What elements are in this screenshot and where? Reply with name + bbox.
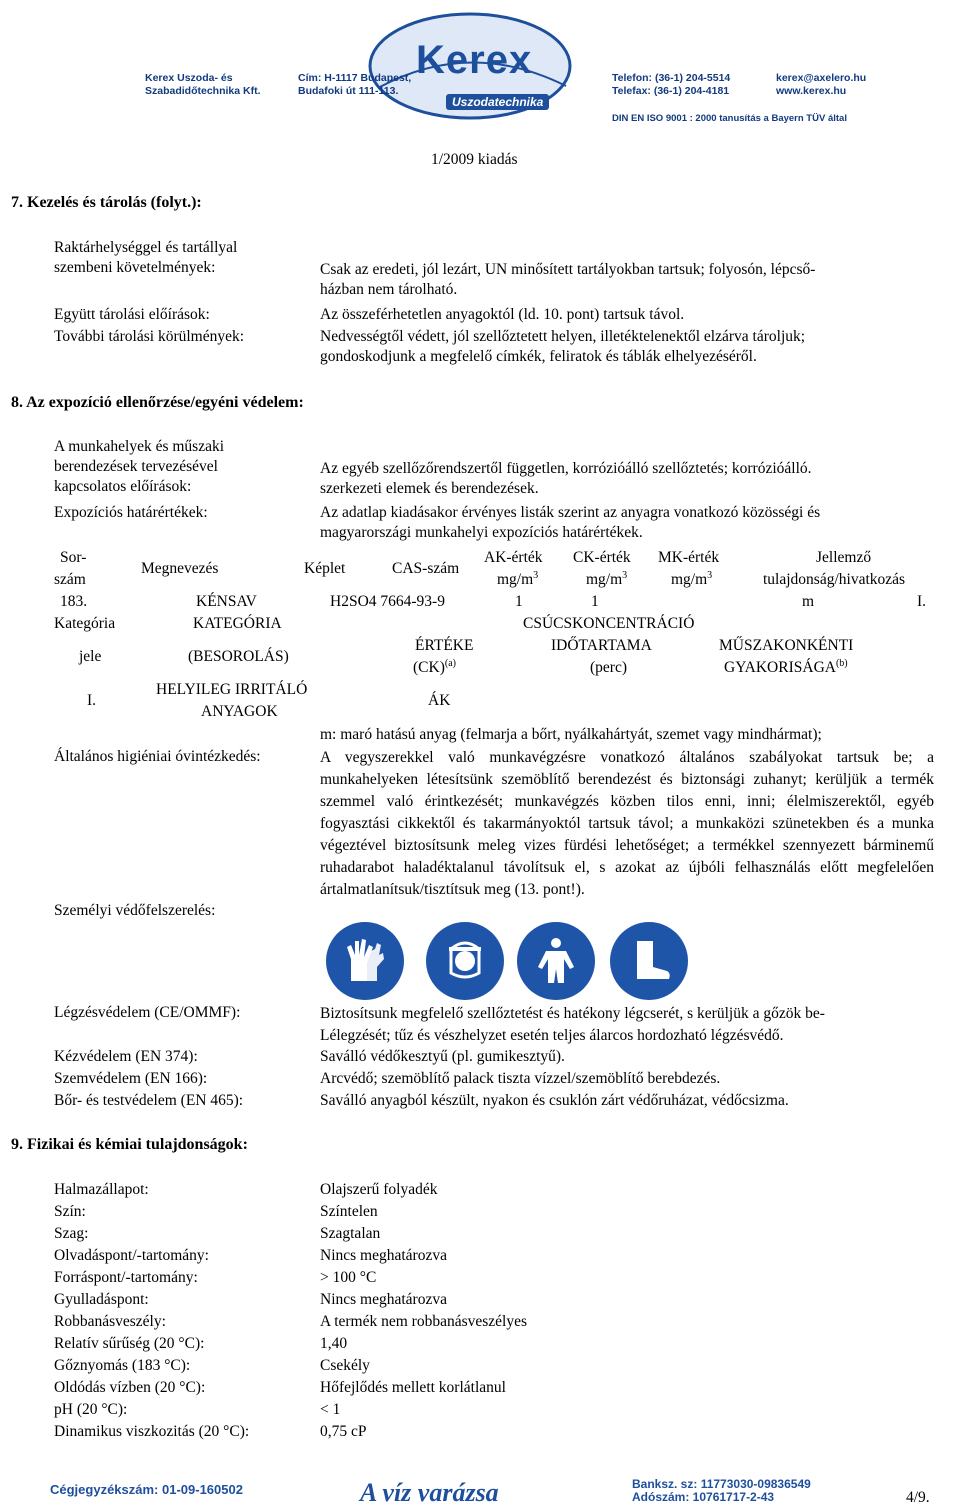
edition-label: 1/2009 kiadás (431, 151, 518, 168)
td-m: m (802, 593, 815, 610)
property-value: A termék nem robbanásveszélyes (320, 1313, 528, 1330)
th-tulajdonsag: tulajdonság/hivatkozás (763, 571, 906, 588)
other-storage-label: További tárolási körülmények: (54, 328, 245, 345)
footer-bank: Banksz. sz: 11773030-09836549 Adószám: 10761717-2-43 (632, 1477, 811, 1504)
hand-text: Saválló védőkesztyű (pl. gumikesztyű). (320, 1048, 565, 1065)
td-ref: I. (917, 593, 927, 610)
cat-gyakorisaga: GYAKORISÁGA$^{(b)}$ (724, 657, 848, 676)
safety-boots-icon (610, 922, 688, 1000)
td-ck: 1 (591, 593, 599, 610)
respiratory-label: Légzésvédelem (CE/OMMF): (54, 1004, 241, 1021)
iso-certification: DIN EN ISO 9001 : 2000 tanusítás a Bayern TÜV által (612, 113, 847, 124)
th-jellemzo: Jellemző (816, 549, 872, 566)
property-label: Olvadáspont/-tartomány: (54, 1247, 209, 1264)
property-label: Relatív sűrűség (20 °C): (54, 1335, 205, 1352)
footer-slogan: A víz varázsa (360, 1478, 499, 1507)
footer (0, 1478, 960, 1509)
property-label: Gőznyomás (183 °C): (54, 1357, 191, 1374)
property-value: Színtelen (320, 1203, 378, 1220)
co-storage-label: Együtt tárolási előírások: (54, 306, 210, 323)
cat-besorolas: (BESOROLÁS) (188, 648, 289, 665)
company-contact: kerex@axelero.hu www.kerex.hu (776, 72, 867, 97)
cat-kategoria: Kategória (54, 615, 116, 632)
property-value: Nincs meghatározva (320, 1291, 447, 1308)
property-value: Olajszerű folyadék (320, 1181, 438, 1198)
td-formula-cas: H2SO4 7664-93-9 (330, 593, 445, 610)
maro-note: m: maró hatású anyag (felmarja a bőrt, nyálkahártyát, szemet vagy mindhármat); (320, 726, 822, 743)
th-ak-unit: $mg/m^3$ (497, 569, 539, 588)
protective-suit-icon (517, 922, 595, 1000)
property-value: < 1 (320, 1401, 341, 1418)
th-cas: CAS-szám (392, 560, 460, 577)
cat-anyagok: ANYAGOK (201, 703, 278, 720)
td-num: 183. (60, 593, 88, 610)
property-label: Oldódás vízben (20 °C): (54, 1379, 206, 1396)
property-label: Dinamikus viszkozitás (20 °C): (54, 1423, 250, 1440)
page-number: 4/9. (906, 1489, 930, 1506)
property-label: Halmazállapot: (54, 1181, 149, 1198)
section-9-title: 9. Fizikai és kémiai tulajdonságok: (11, 1136, 248, 1153)
eye-text: Arcvédő; szemöblítő palack tiszta vízzel/szemöblítő berebdezés. (320, 1070, 721, 1087)
th-ck-unit: $mg/m^3$ (586, 569, 628, 588)
th-keplet: Képlet (304, 560, 346, 577)
hand-label: Kézvédelem (EN 374): (54, 1048, 198, 1065)
company-name: Kerex Uszoda- és Szabadidőtechnika Kft. (145, 72, 261, 97)
company-address: Cím: H-1117 Budapest, Budafoki út 111-113. (298, 72, 412, 97)
cat-jele: jele (79, 648, 102, 665)
brand-name: Kerex (416, 38, 533, 82)
section-8-title: 8. Az expozíció ellenőrzése/egyéni védelem: (11, 394, 304, 411)
company-phone: Telefon: (36-1) 204-5514 Telefax: (36-1) 204-4181 (612, 72, 731, 97)
td-ak: 1 (515, 593, 523, 610)
th-ck: CK-érték (573, 549, 631, 566)
co-storage-value: Az összeférhetetlen anyagoktól (ld. 10. pont) tartsuk távol. (320, 306, 685, 323)
header-logo (248, 8, 578, 120)
hygiene-text: A vegyszerekkel való munkavégzésre vonatkozó általános szabályokat tartsuk be; a munkahelyeken létesítsünk szemöblítő berendezést és biztonsági zuhanyt; kerüljük a termék szemmel való érintkezését; munkavégzés közben tilos enni, inni; élelmiszerektől, egyéb fogyasztási cikkektől és takarmányoktól tartsuk távol; a munkaközi szünetekben és a munka végeztével biztosítsunk meleg vizes fürdési lehetőséget; a termékkel szennyezett bárminemű ruhadarabot haladéktalanul távolítsuk el, s azokat az újbóli felhasználás előtt megfelelően ártalmatlanítsuk/tisztítsuk meg (13. pont!). (320, 749, 934, 898)
cat-idotartama: IDŐTARTAMA (551, 637, 652, 654)
skin-label: Bőr- és testvédelem (EN 465): (54, 1092, 244, 1109)
cat-helyileg: HELYILEG IRRITÁLÓ (156, 681, 308, 698)
brand-subtitle: Uszodatechnika (446, 94, 549, 110)
property-value: Hőfejlődés mellett korlátlanul (320, 1379, 506, 1396)
property-label: Forráspont/-tartomány: (54, 1269, 198, 1286)
cat-ak: ÁK (428, 692, 451, 709)
th-szam: szám (54, 571, 86, 588)
footer-company-reg: Cégjegyzékszám: 01-09-160502 (50, 1482, 243, 1497)
hygiene-label: Általános higiéniai óvintézkedés: (54, 748, 261, 765)
cat-i: I. (87, 692, 97, 709)
th-ak: AK-érték (484, 549, 543, 566)
th-sor: Sor- (60, 549, 87, 566)
skin-text: Saválló anyagból készült, nyakon és csuklón zárt védőruházat, védőcsizma. (320, 1092, 789, 1109)
cat-erteke: ÉRTÉKE (415, 637, 474, 654)
property-value: Csekély (320, 1357, 370, 1374)
exposure-limits-label: Expozíciós határértékek: (54, 504, 208, 521)
property-label: Robbanásveszély: (54, 1313, 166, 1330)
property-value: > 100 °C (320, 1269, 377, 1286)
eye-label: Szemvédelem (EN 166): (54, 1070, 208, 1087)
th-mk: MK-érték (658, 549, 720, 566)
storage-req-label: Raktárhelységgel és tartállyal szembeni követelmények: (54, 239, 238, 276)
cat-kategoria-upper: KATEGÓRIA (193, 615, 282, 632)
th-megnevezes: Megnevezés (141, 560, 219, 577)
th-mk-unit: $mg/m^3$ (671, 569, 713, 588)
section-7-title: 7. Kezelés és tárolás (folyt.): (11, 194, 202, 211)
property-label: Szín: (54, 1203, 86, 1220)
cat-ck: (CK)$^{(a)}$ (413, 657, 456, 676)
cat-csucs: CSÚCSKONCENTRÁCIÓ (523, 615, 695, 632)
property-value: Szagtalan (320, 1225, 381, 1242)
exposure-limits-value: Az adatlap kiadásakor érvényes listák szerint az anyagra vonatkozó közösségi és magyarországi munkahelyi expozíciós határértékek. (320, 504, 821, 541)
respiratory-text: Biztosítsunk megfelelő szellőztetést és hatékony légcserét, s kerüljük a gőzök be- Lélegzését; tűz és vészhelyzet esetén teljes álarcos hordozható légzésvédő. (320, 1005, 825, 1044)
property-label: pH (20 °C): (54, 1401, 128, 1418)
workplace-design-label: A munkahelyek és műszaki berendezések tervezésével kapcsolatos előírások: (54, 438, 225, 495)
cat-muszak: MŰSZAKONKÉNTI (719, 637, 854, 654)
cat-perc: (perc) (590, 659, 627, 676)
property-label: Szag: (54, 1225, 89, 1242)
td-name: KÉNSAV (196, 593, 257, 610)
storage-req-value: Csak az eredeti, jól lezárt, UN minősített tartályokban tartsuk; folyosón, lépcső- házban nem tárolható. (320, 261, 816, 298)
property-label: Gyulladáspont: (54, 1291, 149, 1308)
ppe-label: Személyi védőfelszerelés: (54, 902, 216, 919)
face-shield-icon (426, 922, 504, 1000)
gloves-icon (326, 922, 404, 1000)
other-storage-value: Nedvességtől védett, jól szellőztetett helyen, illetéktelenektől elzárva tároljuk; gondoskodjunk a megfelelő címkék, feliratok és táblák elhelyezéséről. (320, 328, 806, 365)
property-value: Nincs meghatározva (320, 1247, 447, 1264)
workplace-design-value: Az egyéb szellőzőrendszertől független, korrózióálló szellőztetés; korrózióálló. szerkezeti elemek és berendezések. (320, 460, 812, 497)
property-value: 1,40 (320, 1335, 348, 1352)
property-value: 0,75 cP (320, 1423, 367, 1440)
